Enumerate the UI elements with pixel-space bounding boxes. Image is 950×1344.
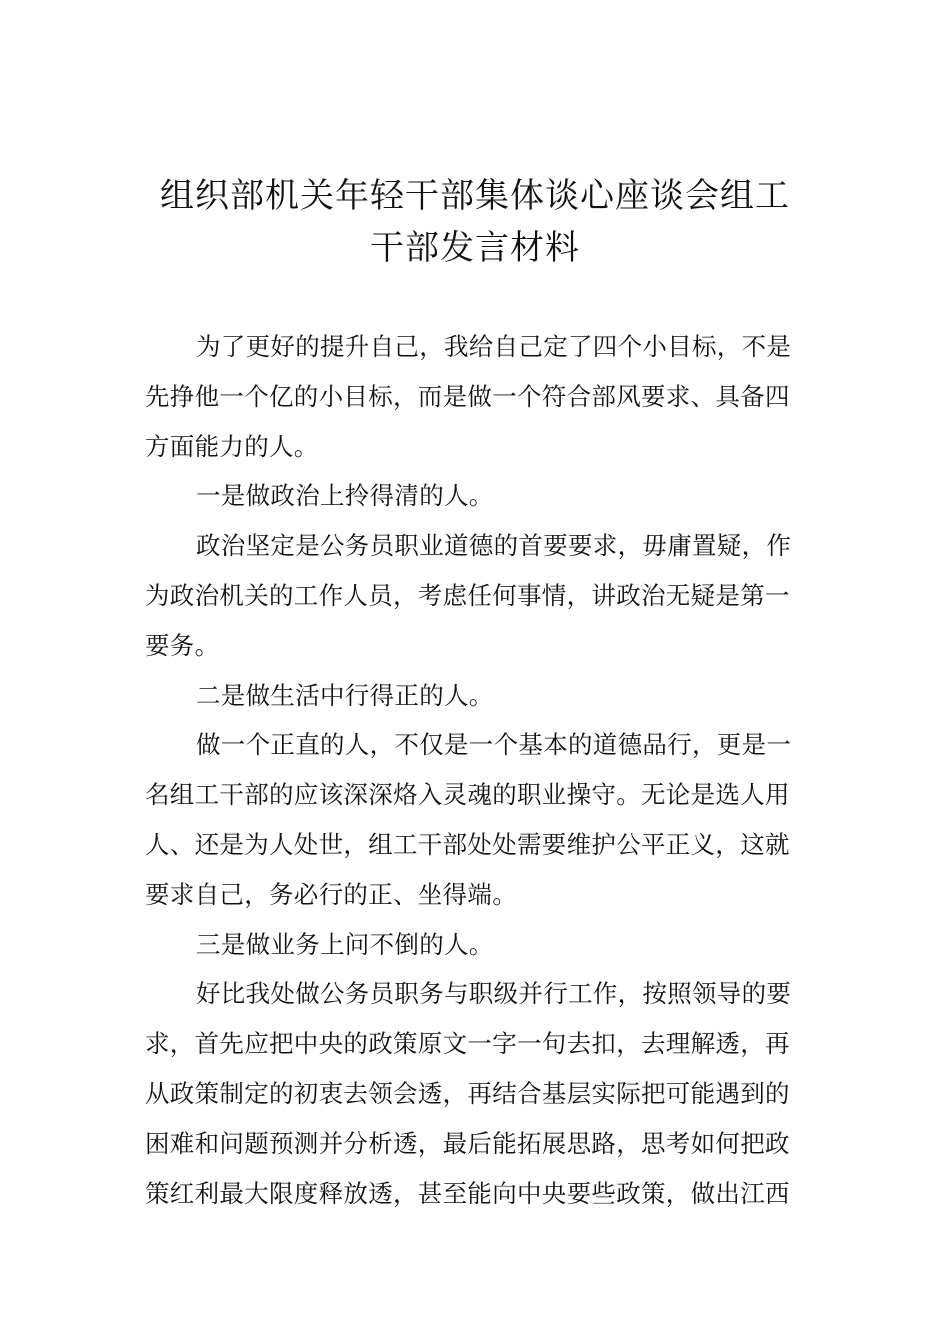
section-heading-text: 二是做生活中行得正的人。 bbox=[196, 680, 494, 710]
paragraph-line: 做一个正直的人，不仅是一个基本的道德品行，更是一 bbox=[196, 730, 792, 760]
document-body bbox=[145, 322, 810, 1218]
section-heading-2 bbox=[145, 671, 810, 721]
paragraph-line: 策红利最大限度释放透，甚至能向中央要些政策，做出江西 bbox=[145, 1178, 790, 1208]
paragraph-business bbox=[145, 969, 810, 1218]
paragraph-line: 好比我处做公务员职务与职级并行工作，按照领导的要 bbox=[196, 979, 792, 1009]
paragraph-line: 人、还是为人处世，组工干部处处需要维护公平正义，这就 bbox=[145, 829, 790, 859]
title-line-1: 组织部机关年轻干部集体谈心座谈会组工 bbox=[160, 176, 790, 216]
title-line-2: 干部发言材料 bbox=[370, 228, 580, 268]
section-heading-1 bbox=[145, 471, 810, 521]
paragraph-line: 求，首先应把中央的政策原文一字一句去扣，去理解透，再 bbox=[145, 1029, 790, 1059]
paragraph-line: 从政策制定的初衷去领会透，再结合基层实际把可能遇到的 bbox=[145, 1078, 790, 1108]
paragraph-line: 困难和问题预测并分析透，最后能拓展思路，思考如何把政 bbox=[145, 1128, 790, 1158]
paragraph-line: 方面能力的人。 bbox=[145, 431, 319, 461]
paragraph-integrity bbox=[145, 720, 810, 919]
paragraph-line: 要务。 bbox=[145, 630, 220, 660]
paragraph-politics bbox=[145, 521, 810, 670]
section-heading-text: 三是做业务上问不倒的人。 bbox=[196, 929, 494, 959]
paragraph-line: 先挣他一个亿的小目标，而是做一个符合部风要求、具备四 bbox=[145, 381, 790, 411]
paragraph-line: 为了更好的提升自己，我给自己定了四个小目标，不是 bbox=[196, 332, 792, 361]
page-title bbox=[120, 170, 830, 274]
paragraph-intro bbox=[145, 322, 810, 471]
paragraph-line: 名组工干部的应该深深烙入灵魂的职业操守。无论是选人用 bbox=[145, 780, 790, 810]
paragraph-line: 为政治机关的工作人员，考虑任何事情，讲政治无疑是第一 bbox=[145, 580, 790, 610]
section-heading-3 bbox=[145, 920, 810, 970]
paragraph-line: 政治坚定是公务员职业道德的首要要求，毋庸置疑，作 bbox=[196, 531, 792, 561]
section-heading-text: 一是做政治上拎得清的人。 bbox=[196, 481, 494, 511]
paragraph-line: 要求自己，务必行的正、坐得端。 bbox=[145, 879, 517, 909]
